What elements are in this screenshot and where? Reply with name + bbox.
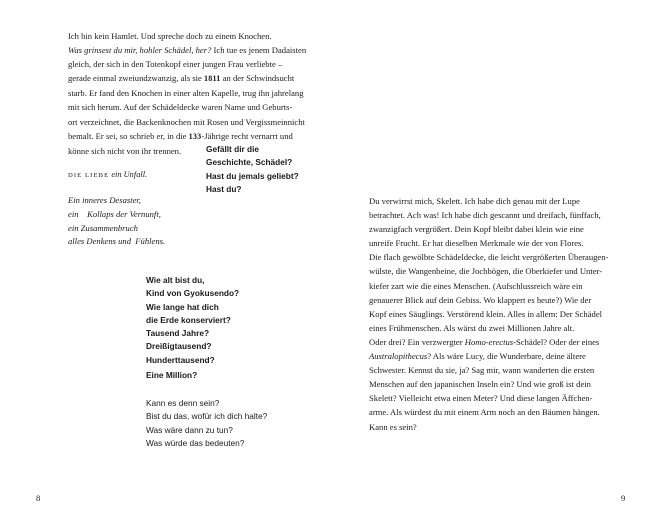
- text-line: [369, 363, 608, 377]
- text-line: [68, 71, 306, 86]
- love-heading: [68, 170, 147, 179]
- text-line: [369, 321, 608, 335]
- text-line: [369, 208, 608, 222]
- question-line: Was wäre dann zu tun?: [146, 424, 233, 435]
- text-line: [369, 264, 608, 278]
- text-segment: ? Als wäre Lucy, die Wunderbare, deine ältere: [427, 351, 586, 362]
- text-segment: bemalt. Er sei, so schrieb er, in die: [68, 130, 189, 141]
- text-line: [68, 43, 306, 57]
- text-segment: Ich tue es jenem Dadaisten: [211, 45, 307, 56]
- text-segment: Ich bin kein Hamlet. Und spreche doch zu einem Knochen.: [68, 31, 272, 41]
- intro-paragraph: [68, 29, 306, 158]
- text-line: [369, 391, 608, 405]
- text-segment: ort verzeichnet, die Backenknochen mit Rosen und Vergissmeinnicht: [68, 116, 305, 127]
- text-line: [369, 405, 608, 419]
- question-line: die Erde konserviert?: [146, 314, 231, 325]
- text-segment: betrachtet. Ach was! Ich habe dich gescannt und dreifach, fünffach,: [369, 210, 601, 221]
- question-line: Wie lange hat dich: [146, 301, 219, 312]
- question-line: Gefällt dir die: [206, 144, 260, 154]
- text-segment: gleich, der sich in den Totenkopf einer jungen Frau verliebte –: [68, 59, 283, 70]
- question-line: Kann es denn sein?: [146, 398, 220, 408]
- text-segment: kiefer zart wie die eines Menschen. (Aufschlussreich wäre ein: [369, 280, 583, 291]
- text-segment: gerade einmal zweiundzwanzig, als sie: [68, 73, 205, 84]
- text-segment: unreife Frucht. Er hat dieselben Merkmale wie der von Flores.: [369, 238, 584, 249]
- text-line: [68, 29, 306, 43]
- question-line: Hast du?: [206, 183, 242, 194]
- text-segment: könne sich nicht von ihr trennen.: [68, 145, 182, 156]
- text-segment: Was grinsest du mir, hohler Schädel, her?: [68, 45, 212, 56]
- text-segment: -Schädel? Oder der eines: [513, 336, 600, 347]
- question-line: Dreißigtausend?: [146, 341, 212, 352]
- text-segment: Skelett? Vielleicht etwa einen Meter? Und diese langen Äffchen-: [369, 393, 593, 404]
- text-segment: Du verwirrst mich, Skelett. Ich habe dich genau mit der Lupe: [369, 196, 580, 206]
- million-question: [146, 369, 197, 382]
- text-segment: 1811: [204, 74, 221, 84]
- text-segment: Australopithecus: [369, 351, 428, 362]
- text-line: [369, 250, 608, 264]
- text-segment: 133: [188, 131, 202, 141]
- text-segment: zwanzigfach vergrößert. Dein Kopf bleibt dabei klein wie eine: [369, 224, 584, 235]
- question-line: Wie alt bist du,: [146, 275, 205, 285]
- text-segment: Die flach gewölbte Schädeldecke, die leicht vergrößerten Überaugen-: [369, 252, 609, 263]
- text-segment: Menschen auf den japanischen Inseln ein? Und wie groß ist dein: [369, 379, 591, 390]
- text-line: [68, 100, 306, 114]
- text-line: [369, 279, 608, 293]
- question-line: Kind von Gyokusendo?: [146, 288, 240, 299]
- text-line: [369, 293, 608, 307]
- verse-line: ein Zusammenbruch: [68, 222, 138, 233]
- text-segment: genauerer Blick auf dein Gebiss. Wo klappert es heute?) Wie der: [369, 294, 592, 305]
- text-segment: mit sich herum. Auf der Schädeldecke waren Name und Geburts-: [68, 102, 293, 113]
- text-line: [68, 129, 306, 144]
- text-line: [369, 377, 608, 391]
- text-line: [369, 420, 608, 434]
- page-number-left: 8: [36, 493, 41, 503]
- million-line: Eine Million?: [146, 370, 198, 380]
- questions-block-1: [206, 143, 299, 196]
- text-segment: an der Schwindsucht: [220, 73, 295, 84]
- verse-line: alles Denkens und Fühlens.: [68, 236, 166, 247]
- text-segment: Kopf eines Säuglings. Verstörend klein. Alles in allem: Der Schädel: [369, 308, 603, 319]
- right-paragraph: [369, 194, 608, 434]
- typewriter-verse: [68, 194, 165, 249]
- text-line: [369, 222, 608, 236]
- text-segment: -Jährige recht vernarrt und: [201, 130, 293, 141]
- question-line: Was würde das bedeuten?: [146, 437, 245, 448]
- text-line: [68, 115, 306, 129]
- text-segment: Homo-erectus: [464, 336, 514, 347]
- text-line: [68, 86, 306, 100]
- text-line: [68, 57, 306, 71]
- page-number-right: 9: [621, 493, 626, 503]
- text-segment: wülste, die Wangenbeine, die Jochbögen, die Oberkiefer und Unter-: [369, 266, 603, 277]
- question-line: Hunderttausend?: [146, 354, 215, 365]
- love-heading-caps: DIE LIEBE: [68, 172, 110, 179]
- questions-block-2: [146, 274, 239, 367]
- verse-line: ein Kollaps der Vernunft,: [68, 208, 161, 219]
- text-line: [369, 236, 608, 250]
- text-segment: Kann es sein?: [369, 421, 417, 432]
- love-heading-rest: ein Unfall.: [109, 170, 148, 179]
- question-line: Bist du das, wofür ich dich halte?: [146, 411, 268, 422]
- question-line: Hast du jemals geliebt?: [206, 170, 299, 181]
- question-line: Geschichte, Schädel?: [206, 157, 293, 168]
- question-line: Tausend Jahre?: [146, 328, 210, 339]
- questions-block-3: [146, 397, 267, 450]
- text-segment: eines Frühmenschen. Als wärst du zwei Millionen Jahre alt.: [369, 322, 575, 333]
- text-segment: arme. Als würdest du mit einem Arm noch an den Bäumen hängen.: [369, 407, 600, 418]
- verse-line: Ein inneres Desaster,: [68, 195, 141, 205]
- text-segment: Oder drei? Ein verzwergter: [369, 336, 465, 347]
- text-line: [369, 194, 608, 208]
- text-line: [369, 307, 608, 321]
- text-segment: starb. Er fand den Knochen in einer alten Kapelle, trug ihn jahrelang: [68, 88, 304, 99]
- text-line: [369, 349, 608, 363]
- text-segment: Schwester. Kennst du sie, ja? Sag mir, wann wanderten die ersten: [369, 365, 595, 376]
- text-line: [369, 335, 608, 349]
